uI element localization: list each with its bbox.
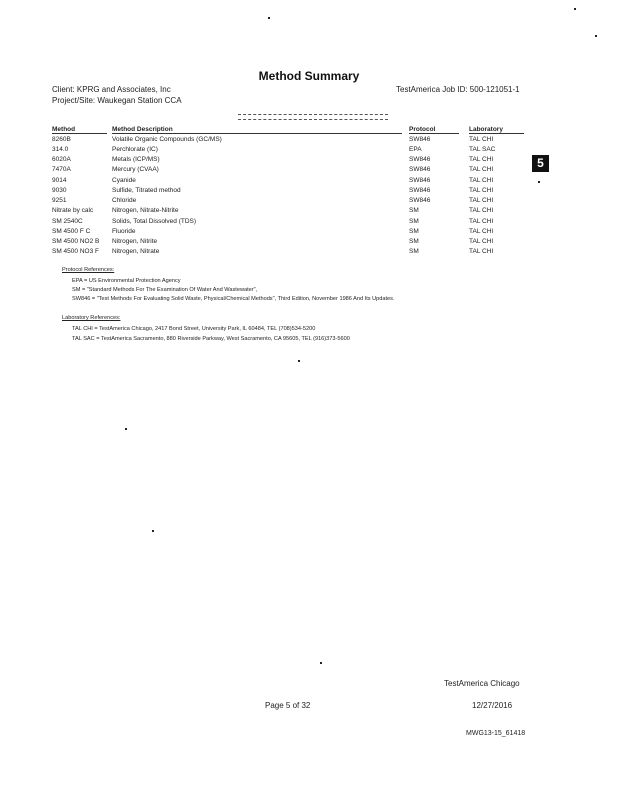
method-cell: 8260B: [52, 135, 71, 143]
method-cell: 6020A: [52, 156, 71, 164]
description-cell: Nitrogen, Nitrite: [112, 238, 158, 246]
scan-speck: [125, 428, 127, 430]
column-header-method: Method: [52, 126, 76, 133]
laboratory-reference-item: TAL SAC = TestAmerica Sacramento, 880 Riverside Parkway, West Sacramento, CA 95605, TEL (916)373-5600: [72, 336, 350, 342]
project-site: Project/Site: Waukegan Station CCA: [52, 96, 182, 105]
footer-page-number: Page 5 of 32: [265, 701, 311, 710]
protocol-cell: SW846: [409, 176, 431, 184]
section-tab-badge: 5: [532, 155, 549, 172]
lab-cell: TAL CHI: [469, 217, 494, 225]
column-header-protocol: Protocol: [409, 126, 436, 133]
table-row: [52, 226, 529, 236]
description-cell: Fluoride: [112, 227, 136, 235]
lab-cell: TAL CHI: [469, 227, 494, 235]
scan-speck: [152, 530, 154, 532]
description-cell: Chloride: [112, 197, 137, 205]
method-cell: Nitrate by calc: [52, 207, 94, 215]
protocol-reference-item: EPA = US Environmental Protection Agency: [72, 278, 181, 284]
header-underline-method: [52, 133, 107, 134]
lab-cell: TAL CHI: [469, 248, 494, 256]
laboratory-references-heading: Laboratory References:: [62, 315, 121, 321]
protocol-cell: SW846: [409, 156, 431, 164]
method-cell: 9251: [52, 197, 67, 205]
method-cell: SM 2540C: [52, 217, 83, 225]
description-cell: Nitrogen, Nitrate: [112, 248, 160, 256]
scan-speck: [595, 35, 597, 37]
method-cell: SM 4500 NO2 B: [52, 238, 100, 246]
table-row: [52, 155, 529, 165]
protocol-cell: SW846: [409, 197, 431, 205]
column-header-description: Method Description: [112, 126, 173, 133]
footer-document-id: MWG13-15_61418: [466, 730, 526, 737]
lab-cell: TAL CHI: [469, 156, 494, 164]
page-title: Method Summary: [258, 69, 360, 83]
description-cell: Cyanide: [112, 176, 136, 184]
method-cell: SM 4500 F C: [52, 227, 91, 235]
client-name: Client: KPRG and Associates, Inc: [52, 85, 171, 94]
footer-date: 12/27/2016: [472, 701, 513, 710]
header-underline-description: [112, 133, 402, 134]
description-cell: Nitrogen, Nitrate-Nitrite: [112, 207, 179, 215]
header-underline-protocol: [409, 133, 459, 134]
lab-cell: TAL SAC: [469, 145, 496, 153]
footer-company: TestAmerica Chicago: [444, 679, 520, 688]
header-divider: [238, 114, 388, 115]
header-underline-laboratory: [469, 133, 524, 134]
description-cell: Solids, Total Dissolved (TDS): [112, 217, 197, 225]
description-cell: Perchlorate (IC): [112, 145, 158, 153]
scan-speck: [298, 360, 300, 362]
column-header-laboratory: Laboratory: [469, 126, 503, 133]
scan-speck: [320, 662, 322, 664]
protocol-cell: SM: [409, 217, 419, 225]
lab-cell: TAL CHI: [469, 176, 494, 184]
lab-cell: TAL CHI: [469, 197, 494, 205]
table-row: [52, 237, 529, 247]
protocol-references-heading: Protocol References:: [62, 267, 115, 273]
method-cell: 7470A: [52, 166, 71, 174]
table-row: [52, 196, 529, 206]
scan-speck: [538, 181, 540, 183]
lab-cell: TAL CHI: [469, 238, 494, 246]
protocol-cell: SW846: [409, 186, 431, 194]
protocol-cell: SM: [409, 248, 419, 256]
description-cell: Volatile Organic Compounds (GC/MS): [112, 135, 222, 143]
protocol-cell: SW846: [409, 166, 431, 174]
job-id: TestAmerica Job ID: 500-121051-1: [396, 85, 520, 94]
protocol-reference-item: SW846 = "Test Methods For Evaluating Solid Waste, Physical/Chemical Methods", Third Edition, November 1986 And Its Updates.: [72, 296, 395, 302]
header-divider: [238, 119, 388, 120]
protocol-cell: SM: [409, 227, 419, 235]
lab-cell: TAL CHI: [469, 186, 494, 194]
method-cell: SM 4500 NO3 F: [52, 248, 99, 256]
method-cell: 9014: [52, 176, 67, 184]
description-cell: Metals (ICP/MS): [112, 156, 160, 164]
lab-cell: TAL CHI: [469, 207, 494, 215]
table-row: [52, 165, 529, 175]
laboratory-reference-item: TAL CHI = TestAmerica Chicago, 2417 Bond Street, University Park, IL 60484, TEL (708)534-5200: [72, 326, 316, 332]
method-cell: 9030: [52, 186, 67, 194]
scan-speck: [268, 17, 270, 19]
table-row: [52, 175, 529, 185]
table-row: [52, 206, 529, 216]
description-cell: Sulfide, Titrated method: [112, 186, 181, 194]
description-cell: Mercury (CVAA): [112, 166, 159, 174]
scan-speck: [574, 8, 576, 10]
method-table: [52, 125, 529, 257]
protocol-cell: SM: [409, 238, 419, 246]
method-cell: 314.0: [52, 145, 69, 153]
protocol-reference-item: SM = "Standard Methods For The Examination Of Water And Wastewater",: [72, 287, 258, 293]
table-row: [52, 216, 529, 226]
table-row: [52, 134, 529, 144]
table-row: [52, 247, 529, 257]
protocol-cell: SW846: [409, 135, 431, 143]
table-row: [52, 185, 529, 195]
lab-cell: TAL CHI: [469, 135, 494, 143]
lab-cell: TAL CHI: [469, 166, 494, 174]
protocol-cell: SM: [409, 207, 419, 215]
table-row: [52, 144, 529, 154]
protocol-cell: EPA: [409, 145, 422, 153]
